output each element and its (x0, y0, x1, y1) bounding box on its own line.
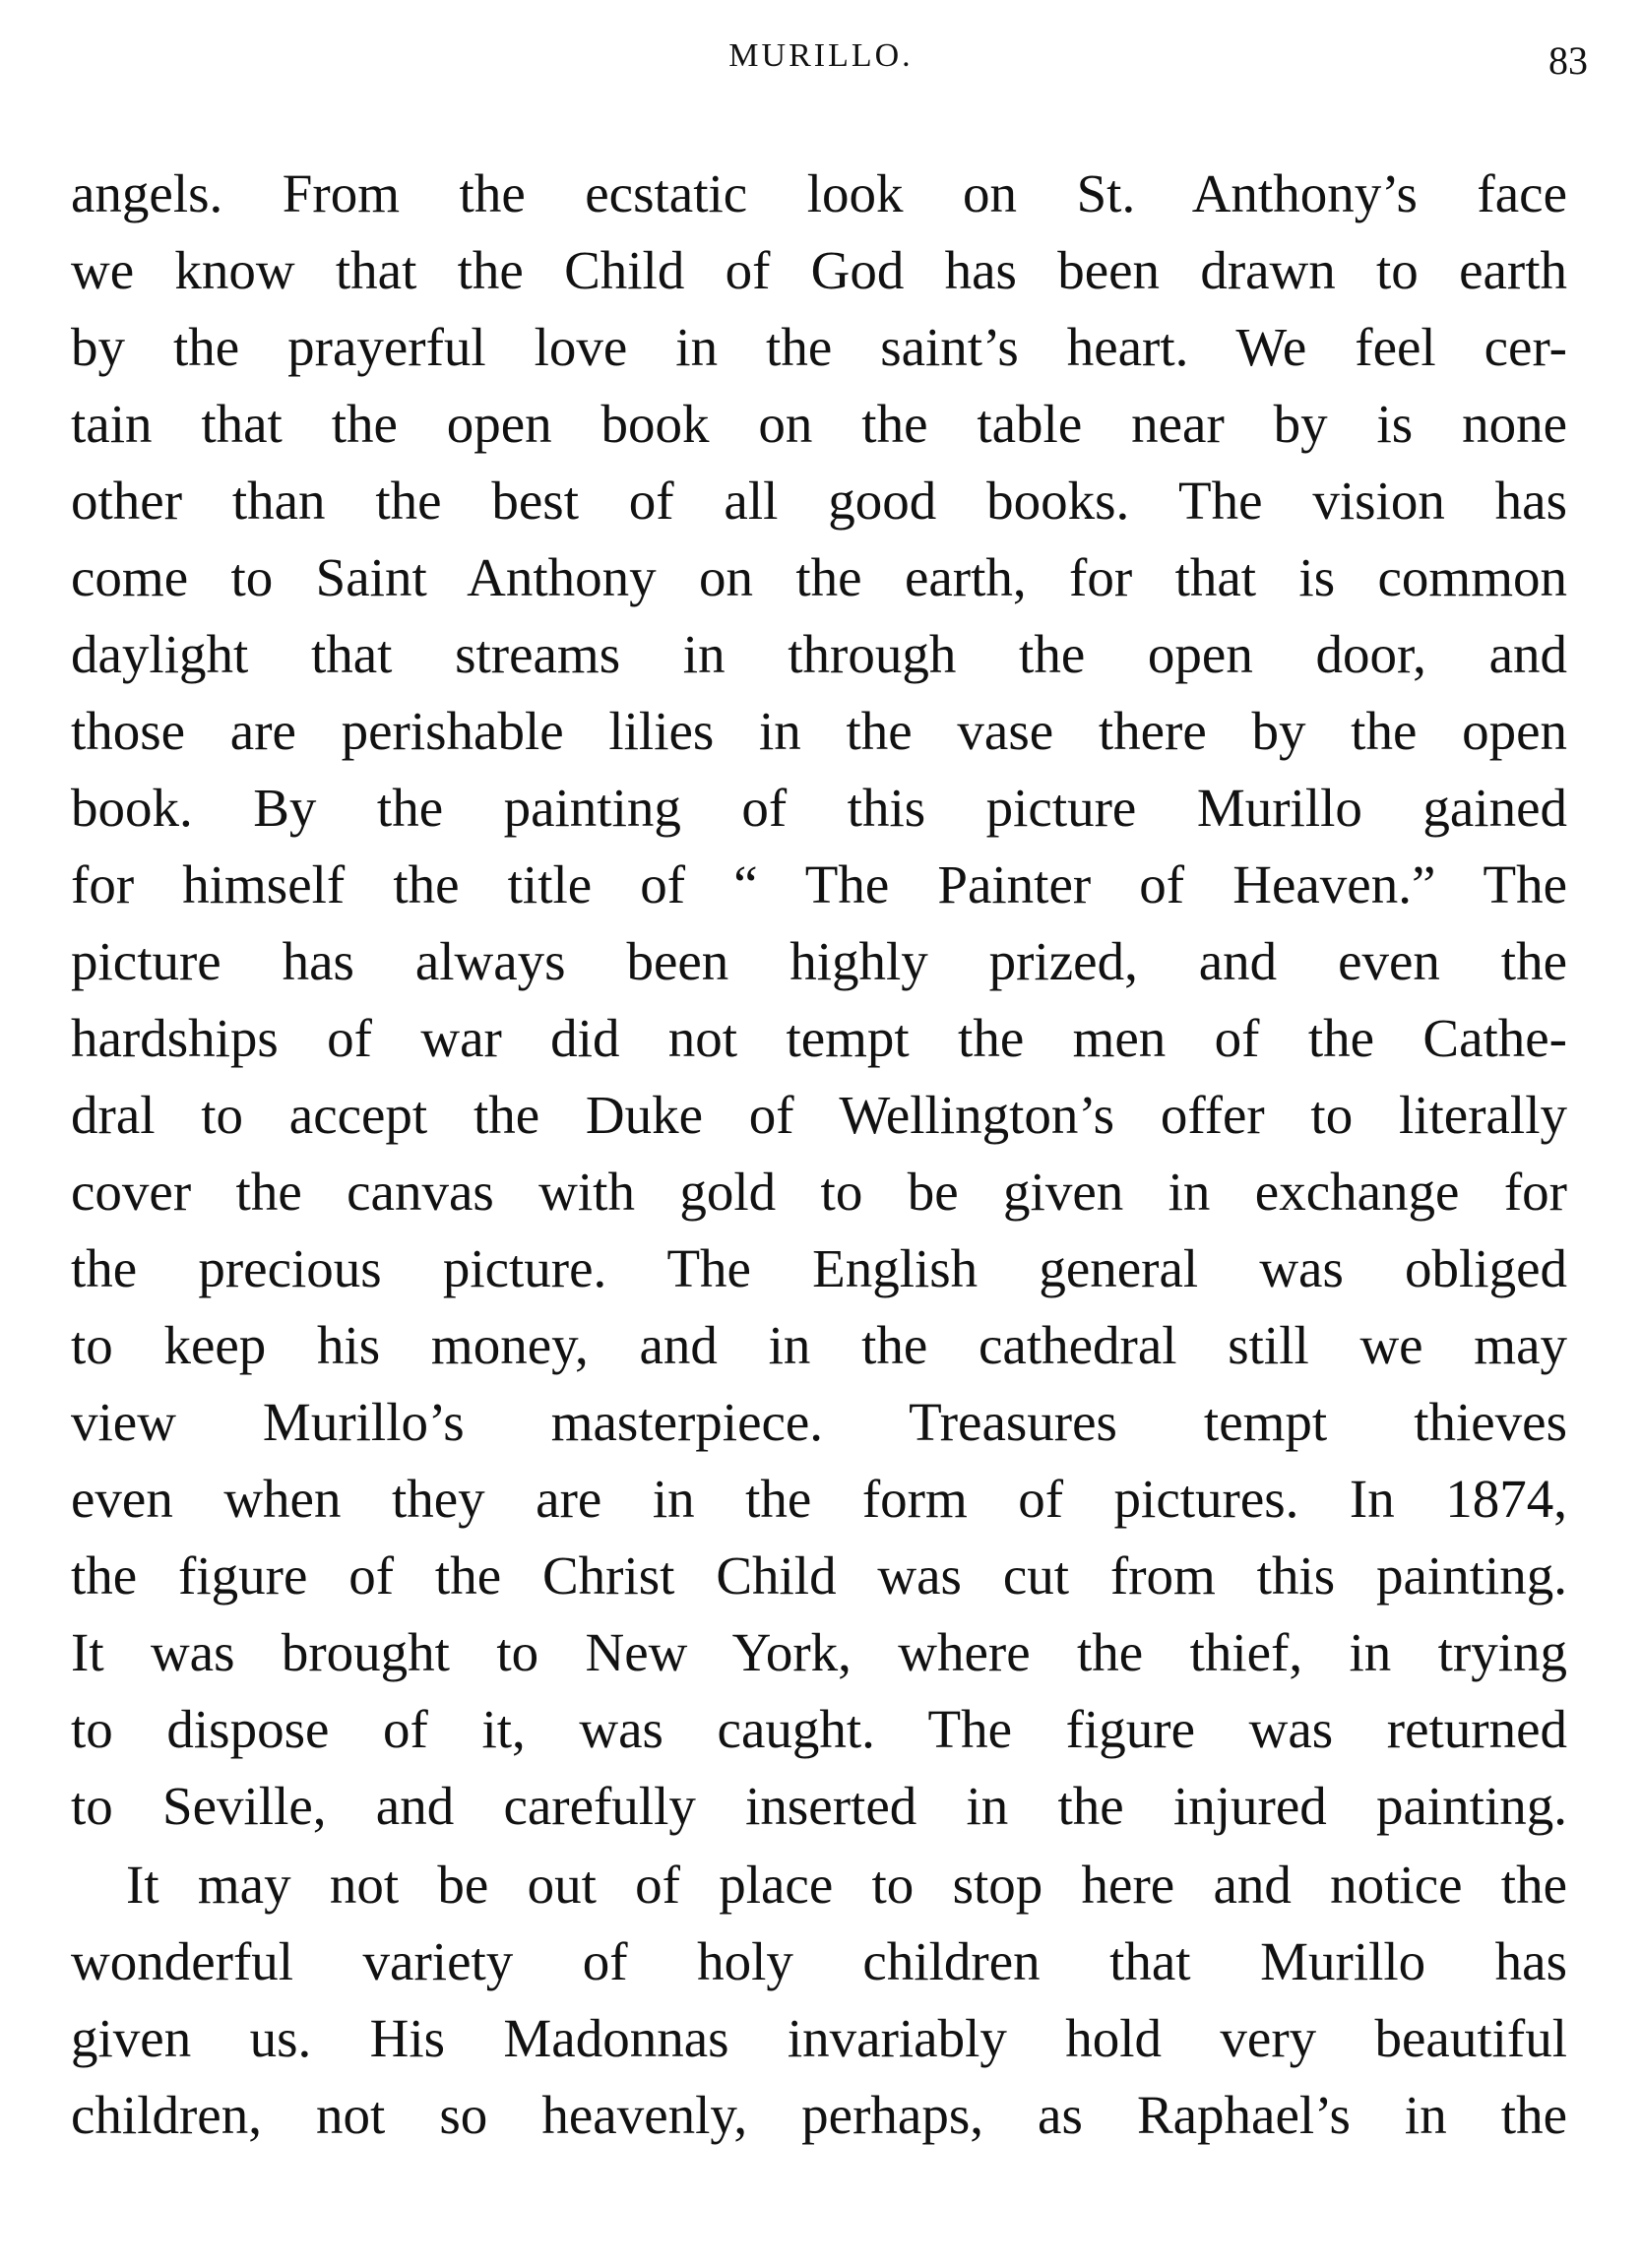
body-text (71, 156, 1567, 2154)
text-line: to dispose of it, was caught. The figure was returned (71, 1699, 1567, 1759)
page-number: 83 (1548, 38, 1588, 83)
text-line: daylight that streams in through the open door, and (71, 624, 1567, 684)
running-head (0, 37, 1642, 87)
text-line: wonderful variety of holy children that Murillo has (71, 1931, 1567, 1991)
text-line: hardships of war did not tempt the men of the Cathe- (71, 1008, 1567, 1068)
running-title: MURILLO. (728, 37, 914, 74)
text-line: picture has always been highly prized, and even the (71, 931, 1567, 991)
text-line: for himself the title of “ The Painter of Heaven.” The (71, 854, 1567, 914)
text-line: tain that the open book on the table near by is none (71, 394, 1567, 454)
text-line: It was brought to New York, where the thief, in trying (71, 1622, 1567, 1682)
text-line: to keep his money, and in the cathedral still we may (71, 1315, 1567, 1375)
paragraph-2 (71, 1847, 1567, 2154)
text-line: It may not be out of place to stop here and notice the (126, 1855, 1567, 1915)
text-line: dral to accept the Duke of Wellington’s offer to literally (71, 1085, 1567, 1145)
text-line: children, not so heavenly, perhaps, as Raphael’s in the (71, 2085, 1567, 2145)
text-line: view Murillo’s masterpiece. Treasures tempt thieves (71, 1392, 1567, 1452)
text-line: given us. His Madonnas invariably hold very beautiful (71, 2008, 1567, 2068)
text-line: by the prayerful love in the saint’s heart. We feel cer- (71, 317, 1567, 377)
text-line: even when they are in the form of pictures. In 1874, (71, 1469, 1567, 1529)
text-line: the figure of the Christ Child was cut from this painting. (71, 1545, 1567, 1606)
text-line: angels. From the ecstatic look on St. Anthony’s face (71, 163, 1567, 223)
text-line: cover the canvas with gold to be given in exchange for (71, 1162, 1567, 1222)
text-line: we know that the Child of God has been drawn to earth (71, 240, 1567, 300)
text-line: to Seville, and carefully inserted in the injured painting. (71, 1776, 1567, 1836)
text-line: other than the best of all good books. The vision has (71, 471, 1567, 531)
text-line: come to Saint Anthony on the earth, for that is common (71, 547, 1567, 607)
text-line: those are perishable lilies in the vase there by the open (71, 701, 1567, 761)
text-line: the precious picture. The English general was obliged (71, 1238, 1567, 1298)
text-line: book. By the painting of this picture Murillo gained (71, 778, 1567, 838)
paragraph-1 (71, 156, 1567, 1845)
